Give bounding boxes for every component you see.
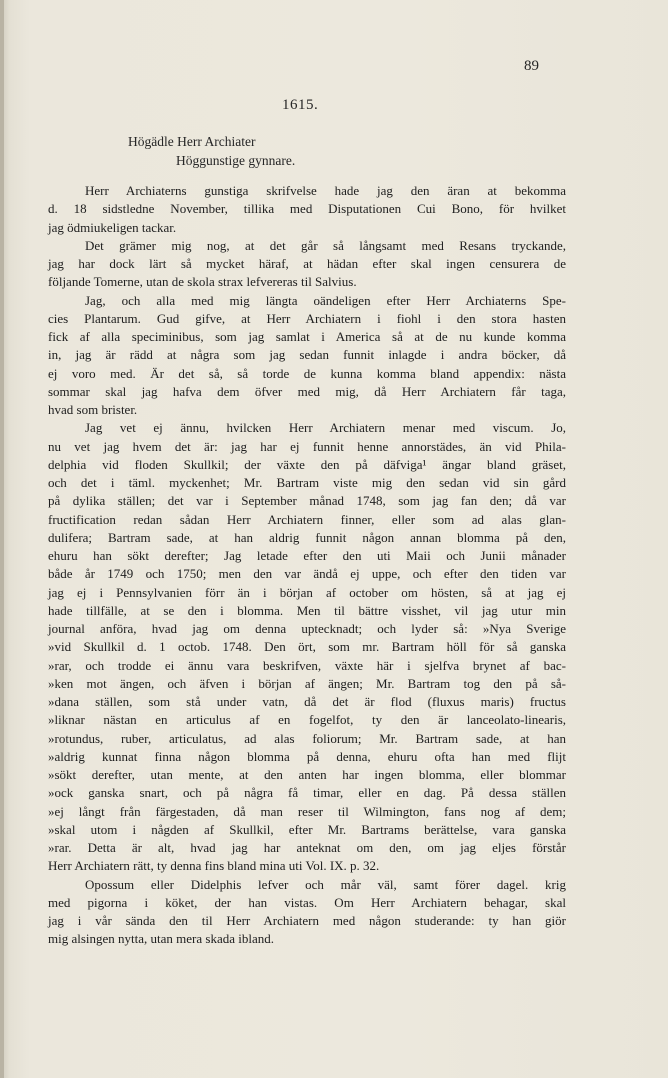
text-line: »ej långt från färgestaden, då man reser til Wilmington, fans nog af dem; [48, 803, 566, 819]
text-line: fructification redan sådan Herr Archiatern finner, eller som ad alas glan- [48, 511, 566, 527]
text-line: journal anföra, hvad jag om denna uptecknadt; och lyder så: »Nya Sverige [48, 621, 566, 636]
letter-body [48, 182, 566, 949]
text-line: hvad som brister. [48, 402, 138, 417]
text-line: ej voro med. Är det så, så torde de kunna komma bland appendix: nästa [48, 365, 566, 381]
text-line: »dana ställen, som stå under vatn, då det är flod (fluxus maris) fructus [48, 694, 566, 709]
text-line: »vid Skullkil d. 1 octob. 1748. Den ört, som mr. Bartram höll för så ganska [48, 639, 566, 655]
text-line: Herr Archiatern rätt, ty denna fins bland mina uti Vol. IX. p. 32. [48, 858, 380, 874]
text-line: »rar. Detta är alt, hvad jag har anteknat om den, om jag eljes förstår [48, 840, 566, 855]
page-spine-shadow [0, 0, 4, 1078]
text-line: sommar skal jag hafva dem öfver med mig, då Herr Archiatern får taga, [48, 383, 566, 399]
text-line: och det i täml. myckenhet; Mr. Bartram viste mig den sedan vid sin gård [48, 475, 566, 490]
salutation-line-1: Högädle Herr Archiater [128, 134, 256, 149]
text-line: »rar, och trodde ei ännu vara beskrifven, växte här i sjelfva brynet af bac- [48, 657, 566, 673]
text-line: hade tillfälle, at se den i blomma. Men til bättre visshet, vil jag utur min [48, 602, 566, 618]
text-line: »rotundus, ruber, articulatus, ad alas foliorum; Mr. Bartram sade, at han [48, 730, 566, 746]
text-line: »sökt derefter, utan mente, at den anten har ingen blomma, eller blommar [48, 767, 566, 782]
text-line: jag ej i Pennsylvanien förr än i början af october om hösten, så at jag ej [48, 584, 566, 600]
text-line: cies Plantarum. Gud gifve, at Herr Archiatern i fiohl i den stora hasten [48, 310, 566, 326]
text-line: Herr Archiaterns gunstiga skrifvelse hade jag den äran at bekomma [85, 183, 566, 198]
text-line: »aldrig kunnat finna någon blomma på denna, ehuru ofta han med flijt [48, 748, 566, 764]
text-line: Jag vet ej ännu, hvilcken Herr Archiatern menar med viscum. Jo, [85, 420, 566, 436]
text-line: nu vet jag hvem det är: jag har ej funnit henne annorstädes, än vid Phila- [48, 438, 566, 454]
salutation-line-2: Höggunstige gynnare. [176, 153, 296, 168]
text-line: »skal utom i någden af Skullkil, efter Mr. Bartrams berättelse, vara ganska [48, 821, 566, 837]
text-line: Det grämer mig nog, at det går så långsamt med Resans tryckande, [85, 237, 566, 253]
text-line: Opossum eller Didelphis lefver och mår väl, samt förer dagel. krig [85, 876, 566, 892]
text-line: ehuru han sökt derefter; Jag letade efter den uti Maii och Junii månader [48, 548, 566, 563]
text-line: »ock ganska snart, och på några få timar, eller en dag. På dessa ställen [48, 785, 566, 801]
text-line: in, jag är rädd at några som jag sedan funnit inlagde i andra böcker, då [48, 347, 566, 363]
text-line: följande Tomerne, utan de skola strax lefvereras til Salvius. [48, 274, 357, 290]
salutation [128, 132, 295, 170]
text-line: mig alsingen nytta, utan mera skada ibland. [48, 931, 274, 947]
letter-number: 1615. [282, 97, 319, 113]
text-line: delphia vid floden Skullkil; der växte den på däfviga¹ ängar bland gräset, [48, 456, 566, 472]
text-line: med pigorna i köket, der han vistas. Om Herr Archiatern behagar, skal [48, 894, 566, 910]
text-line: fick af alla speciminibus, som jag samlat i America så at de nu kunde komma [48, 329, 566, 344]
text-line: både år 1749 och 1750; men den var ändå ej uppe, och efter den tiden var [48, 566, 566, 582]
text-line: »liknar nästan en articulus af en fogelfot, ty den är lanceolato-linearis, [48, 712, 566, 728]
text-line: jag har dock lärt så mycket häraf, at hädan efter skal ingen censurera de [48, 256, 566, 271]
text-line: jag ödmiukeligen tackar. [48, 219, 177, 235]
text-line: på dylika ställen; det var i September månad 1748, som jag fan den; då var [48, 493, 566, 509]
text-line: jag i vår sända den til Herr Archiatern med någon studerande: ty han giör [48, 913, 566, 928]
text-line: Jag, och alla med mig längta oändeligen efter Herr Archiaterns Spe- [85, 292, 566, 308]
text-line: »ken mot ängen, och äfven i början af ängen; Mr. Bartram tog den på så- [48, 675, 566, 691]
text-line: d. 18 sidstledne November, tillika med Disputationen Cui Bono, för hvilket [48, 201, 566, 217]
text-line: dulifera; Bartram sade, at han aldrig funnit någon annan blomma på den, [48, 529, 566, 545]
page-number: 89 [524, 58, 539, 74]
